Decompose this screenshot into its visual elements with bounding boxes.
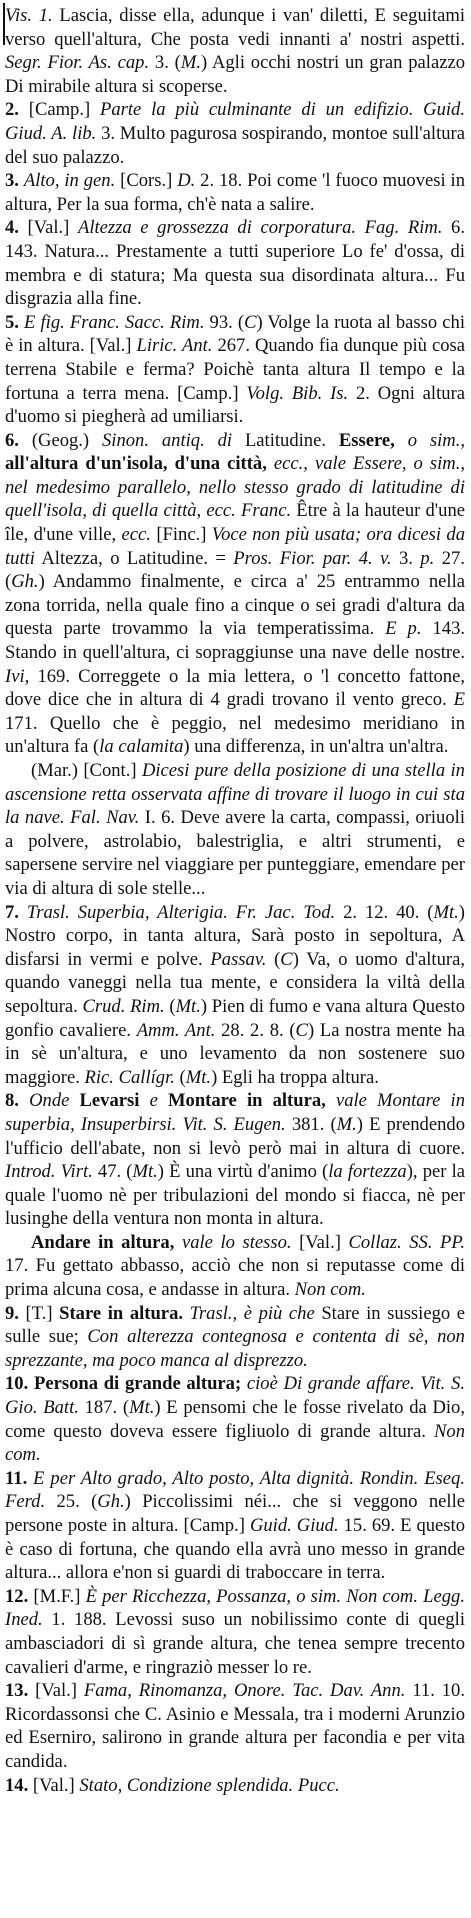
entry-paragraph <box>5 1372 465 1466</box>
italic-text: È per Ricchezza, Possanza, o sim. Non com. Legg. Ined. <box>5 1585 465 1631</box>
body-text <box>19 902 27 923</box>
body-text: ) E pensomi che le fosse rivelato da Dio, come questo doveva essere figliuolo di grande altura. <box>5 1397 466 1442</box>
entry-heading-text: 5. <box>5 311 19 333</box>
italic-text: Gh. <box>97 1491 125 1513</box>
italic-text: Collaz. SS. PP. <box>348 1231 466 1253</box>
italic-text: Pros. Fior. par. <box>233 547 352 569</box>
italic-text: Passav. <box>210 948 267 970</box>
body-text: 143. Stando in quell'altura, ci sopraggiunse una nave delle nostre. <box>5 618 466 664</box>
italic-text: p. <box>420 547 435 569</box>
entry-paragraph <box>5 1302 465 1373</box>
italic-text: e <box>149 1090 158 1112</box>
body-text: (Geog.) <box>18 429 102 451</box>
entry-heading-text: 14. <box>5 1774 29 1796</box>
body-text <box>267 453 274 474</box>
entry-heading-text: 11. <box>5 1467 28 1489</box>
italic-text: Non com. <box>294 1279 366 1301</box>
body-text <box>326 1090 336 1111</box>
body-text: 15. 69. E questo è caso di fortuna, che quando ella avrà uno messo in grande altura... allora e'non si guardi di traboccare in terra. <box>5 1515 465 1584</box>
body-text: 6. 143. Natura... Prestamente a tutti superiore Lo fe' d'ossa, di membra e di statura; Ma questa sua disordinata altura... Fu disgrazia alla fine. <box>5 217 465 310</box>
body-text: [Finc.] <box>150 524 212 546</box>
body-text <box>174 1232 182 1253</box>
body-text: [M.F.] <box>28 1585 86 1607</box>
italic-text: Introd. Virt. <box>5 1161 93 1183</box>
entry-paragraph <box>5 216 465 310</box>
italic-text: Amm. Ant. <box>136 1019 216 1041</box>
italic-text: Guid. Giud. <box>249 1515 339 1536</box>
italic-text: Dicesi pure della posizione di una stella in ascensione retta osservata affine di trovare il luogo in cui sta la nave. Fal. Nav. <box>5 760 465 829</box>
italic-text: Mt. <box>132 1161 158 1183</box>
italic-text: Trasl. Superbia, Alterigia. Fr. Jac. Tod. <box>26 901 336 923</box>
sub-entry-paragraph <box>5 759 465 901</box>
body-text <box>395 430 408 451</box>
body-text: ) Va, o uomo d'altura, quando vaneggi nella tua mente, e considera la viltà della sepoltura. <box>5 948 465 1017</box>
italic-text: Mt. <box>175 995 201 1017</box>
body-text: 28. 2. 8. ( <box>215 1019 296 1041</box>
entry-paragraph <box>5 311 465 429</box>
body-text: Stare in sussiego e sulle sue; <box>5 1302 466 1348</box>
italic-text: E p. <box>385 618 422 640</box>
body-text: ) La nostra mente ha in sè un'altura, e uno levamento da non sostenere suo maggiore. <box>5 1019 465 1088</box>
body-text: (Mar.) [Cont.] <box>31 760 142 781</box>
body-text: ) Andammo finalmente, e circa a' 25 entrammo nella zona torrida, nella quale fino a cinque o sei gradi d'altura da questa parte trovammo la via temperatissima. <box>5 571 465 640</box>
entry-heading-text: Levarsi <box>79 1090 140 1112</box>
body-text: [Val.] <box>28 1774 80 1796</box>
italic-text: Sinon. antiq. di <box>102 429 233 451</box>
body-text: ) Egli ha troppa altura. <box>211 1066 379 1088</box>
italic-text: Parte la più culminante di un edifizio. Guid. Giud. A. lib. <box>5 99 465 144</box>
body-text: ) È una virtù d'animo ( <box>157 1161 329 1183</box>
body-text: ) una differenza, in un'altra un'altra. <box>183 736 449 758</box>
body-text: 1. 188. Levossi suso un nobilissimo conte di quegli ambasciadori di sì grande altura, che tenea sempre trecento cavalieri d'arme, e ringraziò messer lo re. <box>5 1609 465 1678</box>
entry-paragraph <box>5 1467 465 1585</box>
body-text: Latitudine. <box>232 429 339 451</box>
italic-text: Liric. Ant. <box>136 335 213 357</box>
column-margin-bar <box>3 3 5 45</box>
body-text: 2. 18. Poi come 'l fuoco muovesi in altura, Per la sua forma, ch'è nata a salire. <box>5 170 465 215</box>
body-text: [Val.] <box>28 1680 84 1702</box>
entry-heading-text: Persona di grande altura; <box>33 1373 242 1395</box>
entry-paragraph <box>5 429 465 759</box>
body-text: Altezza, o Latitudine. = <box>34 547 234 569</box>
entry-heading-text: 6. <box>5 429 19 451</box>
italic-text: Mt. <box>129 1397 155 1419</box>
entry-heading-text: 7. <box>5 901 19 923</box>
italic-text: Crud. Rim. <box>82 995 165 1017</box>
body-text: 17. Fu gettato abbasso, acciò che non si reputasse come di prima alcuna cosa, e andasse in altura. <box>5 1255 465 1301</box>
italic-text: Onde <box>29 1090 70 1112</box>
body-text: 47. ( <box>92 1161 133 1183</box>
entry-paragraph <box>5 1585 465 1679</box>
italic-text: vale lo stesso. <box>181 1231 292 1253</box>
body-text: 2. 12. 40. ( <box>335 901 434 923</box>
body-text: Lascia, disse ella, adunque i van' diletti, E seguitami verso quell'altura, Che posta vedi innanti a' nostri aspetti. <box>5 5 465 50</box>
body-text: Être à la hauteur d'une île, d'une ville, <box>5 500 465 546</box>
italic-text: Alto, in gen. <box>23 170 116 192</box>
italic-text: E per Alto grado, Alto posto, Alta dignità. Rondin. Eseq. Ferd. <box>5 1467 465 1513</box>
entry-paragraph <box>5 4 465 98</box>
body-text <box>69 1090 79 1111</box>
body-text: 25. ( <box>45 1491 98 1513</box>
italic-text: Vis. 1. <box>5 5 53 26</box>
italic-text: 4. v. <box>358 547 392 569</box>
entry-heading-text: Essere, <box>338 429 395 451</box>
body-text: 169. Correggete o la mia lettera, o 'l concetto fattone, dove dice che in altura di 4 gradi trovano il vento greco. <box>5 665 465 711</box>
italic-text: E <box>453 689 465 711</box>
body-text: ) Piccolissimi néi... che si veggono nelle persone poste in altura. [Camp.] <box>5 1491 465 1536</box>
body-text: ( <box>266 948 281 970</box>
body-text: ( <box>164 995 176 1017</box>
body-text: ) Pien di fumo e vana altura Questo gonfio cavaliere. <box>5 995 466 1041</box>
body-text: 3. <box>391 547 421 569</box>
entry-paragraph <box>5 98 465 169</box>
body-text: [Cors.] <box>115 170 178 192</box>
body-text <box>351 548 358 569</box>
italic-text: Volg. Bib. Is. <box>246 382 349 404</box>
italic-text: C <box>280 948 293 970</box>
italic-text: Ivi, <box>5 665 30 687</box>
body-text: 187. ( <box>78 1397 130 1419</box>
body-text: 381. ( <box>285 1113 337 1135</box>
entry-heading-text: 4. <box>5 217 19 239</box>
entry-paragraph <box>5 1774 465 1798</box>
italic-text: o sim., <box>407 429 465 451</box>
body-text: ) E prendendo l'ufficio dell'abate, non si levò però mai in altura di cuore. <box>5 1113 465 1159</box>
italic-text: Gh. <box>11 571 39 593</box>
body-text: 27. ( <box>5 547 465 593</box>
entry-heading-text: Montare in altura, <box>167 1090 326 1112</box>
body-text: [Val.] <box>291 1231 349 1253</box>
entry-list <box>5 4 465 1797</box>
entry-paragraph <box>5 169 465 216</box>
italic-text: Ric. Callígr. <box>84 1066 175 1088</box>
body-text: 3. ( <box>149 52 181 74</box>
entry-heading-text: Stare in altura. <box>59 1302 184 1324</box>
italic-text: C <box>244 311 257 333</box>
italic-text: M. <box>180 52 201 74</box>
body-text: ) Agli occhi nostri un gran palazzo Di mirabile altura si scoperse. <box>5 52 465 97</box>
body-text: [T.] <box>18 1302 60 1324</box>
italic-text: Fama, Rinomanza, Onore. Tac. Dav. Ann. <box>83 1680 406 1702</box>
italic-text: Con alterezza contegnosa e contenta di sè, non sprezzante, ma poco manca al disprezzo. <box>5 1326 465 1371</box>
entry-heading-text: 10. <box>5 1373 29 1395</box>
italic-text: vale Montare in superbia, Insuperbirsi. Vit. S. Eugen. <box>5 1090 465 1135</box>
entry-heading-text: 12. <box>5 1585 29 1607</box>
italic-text: cioè Di grande affare. Vit. S. Gio. Batt. <box>5 1373 465 1419</box>
body-text: ( <box>174 1066 186 1088</box>
entry-heading-text: 2. <box>5 99 19 121</box>
entry-heading-text: 8. <box>5 1090 19 1112</box>
italic-text: Voce non più usata; ora dicesi da tutti <box>5 524 466 569</box>
body-text: ), per la quale l'uomo nè per tribulazioni del mondo si fiacca, nè per lusinghe della ventura non monta in altura. <box>5 1161 465 1230</box>
italic-text: ecc. <box>121 524 151 546</box>
italic-text: Mt. <box>433 901 459 923</box>
body-text <box>183 1303 190 1324</box>
entry-heading-text: 13. <box>5 1680 29 1702</box>
italic-text: Stato, Condizione splendida. Pucc. <box>79 1774 340 1796</box>
body-text <box>158 1090 168 1111</box>
body-text: [Val.] <box>18 217 78 239</box>
body-text: [Camp.] <box>18 99 100 121</box>
entry-heading-text: all'altura d'un'isola, d'una città, <box>5 453 267 475</box>
italic-text: Mt. <box>185 1066 212 1088</box>
italic-text: ecc., vale Essere, o sim., nel medesimo parallelo, nello stesso grado di latitudine di quell'isola, di quella città, ecc. Franc. <box>5 453 465 522</box>
body-text: 11. 10. Ricordassonsi che C. Asinio e Messala, tra i moderni Arunzio ed Eserniro, salirono in grande altura per facondia e per vita candida. <box>5 1680 466 1772</box>
body-text: 171. Quello che è peggio, nel medesimo meridiano in un'altura fa ( <box>5 712 465 758</box>
italic-text: Non com. <box>5 1420 465 1466</box>
italic-text: Segr. Fior. As. cap. <box>5 52 150 74</box>
italic-text: Trasl., è più che <box>189 1302 315 1324</box>
body-text <box>139 1090 149 1111</box>
body-text: 2. Ogni altura d'uomo si piegherà ad umiliarsi. <box>5 382 466 428</box>
italic-text: C <box>295 1019 308 1041</box>
entry-paragraph <box>5 901 465 1090</box>
entry-heading-text: Andare in altura, <box>31 1231 175 1253</box>
entry-heading-text: 3. <box>5 170 19 192</box>
italic-text: D. <box>177 170 196 192</box>
italic-text: la fortezza <box>328 1161 407 1183</box>
italic-text: M. <box>336 1113 357 1135</box>
sub-entry-paragraph <box>5 1231 465 1302</box>
entry-paragraph <box>5 1089 465 1231</box>
body-text <box>19 1090 29 1111</box>
body-text: I. 6. Deve avere la carta, compassi, oriuoli a polvere, astrolabio, balestriglia, e altri strumenti, e sapersene servire nel viaggiare per punteggiare, emendare per via di altura di sole stelle... <box>5 807 465 899</box>
body-text: 267. Quando fia dunque più cosa terrena Stabile e ferma? Poichè tanta altura Il tempo e la fortuna a terra mena. [Camp.] <box>5 335 465 404</box>
body-text: ) Volge la ruota al basso chi è in altura. [Val.] <box>5 311 465 357</box>
italic-text: la calamita <box>99 736 184 758</box>
italic-text: E fig. Franc. Sacc. Rim. <box>24 311 205 333</box>
entry-heading-text: 9. <box>5 1302 19 1324</box>
italic-text: Altezza e grossezza di corporatura. Fag. Rim. <box>77 217 443 239</box>
body-text: ) Nostro corpo, in tanta altura, Sarà posto in sepoltura, A disfarsi in vermi e polve. <box>5 901 465 970</box>
body-text: 93. ( <box>204 311 245 333</box>
body-text: 3. Multo pagurosa sospirando, montoe sull'altura del suo palazzo. <box>5 122 465 168</box>
entry-paragraph <box>5 1679 465 1773</box>
